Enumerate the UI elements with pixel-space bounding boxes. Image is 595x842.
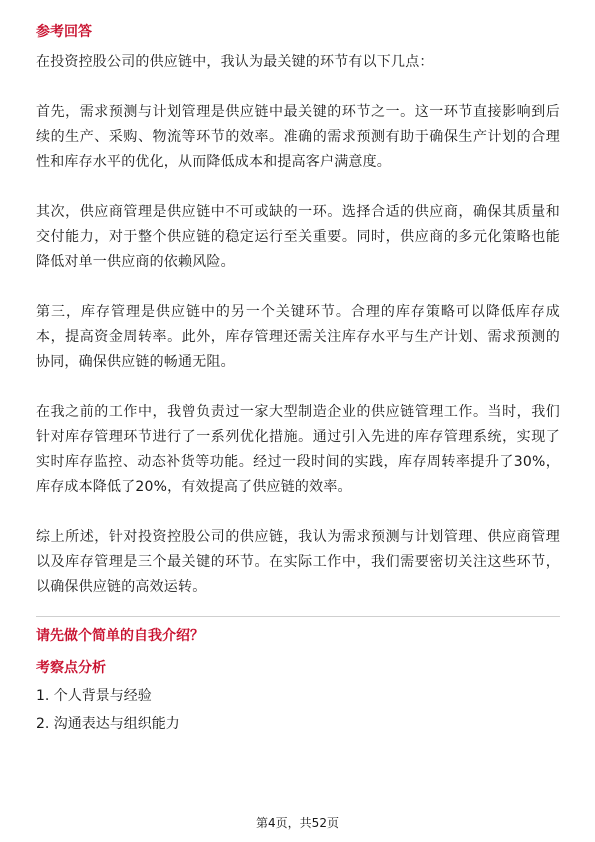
answer-paragraph-third: 第三，库存管理是供应链中的另一个关键环节。合理的库存策略可以降低库存成本，提高资金周转率。此外，库存管理还需关注库存水平与生产计划、需求预测的协同，确保供应链的畅通无阻。: [36, 304, 560, 370]
answer-paragraph-summary: 综上所述，针对投资控股公司的供应链，我认为需求预测与计划管理、供应商管理以及库存管理是三个最关键的环节。在实际工作中，我们需要密切关注这些环节，以确保供应链的高效运转。: [36, 529, 560, 595]
answer-paragraph-second: 其次，供应商管理是供应链中不可或缺的一环。选择合适的供应商，确保其质量和交付能力，对于整个供应链的稳定运行至关重要。同时，供应商的多元化策略也能降低对单一供应商的依赖风险。: [36, 204, 560, 270]
page-content: [36, 22, 560, 735]
analysis-point-1: 1. 个人背景与经验: [36, 688, 152, 704]
interview-question: 请先做个简单的自我介绍？: [36, 628, 204, 644]
page-number: 第4页，共52页: [256, 816, 339, 830]
answer-paragraph-intro: 在投资控股公司的供应链中，我认为最关键的环节有以下几点：: [36, 54, 434, 70]
analysis-point-2: 2. 沟通表达与组织能力: [36, 716, 180, 732]
answer-paragraph-first: 首先，需求预测与计划管理是供应链中最关键的环节之一。这一环节直接影响到后续的生产、采购、物流等环节的效率。准确的需求预测有助于确保生产计划的合理性和库存水平的优化，从而降低成本和提高客户满意度。: [36, 104, 560, 170]
reference-answer-heading: 参考回答: [36, 24, 92, 40]
answer-paragraph-experience: 在我之前的工作中，我曾负责过一家大型制造企业的供应链管理工作。当时，我们针对库存管理环节进行了一系列优化措施。通过引入先进的库存管理系统，实现了实时库存监控、动态补货等功能。经过一段时间的实践，库存周转率提升了30%，库存成本降低了20%，有效提高了供应链的效率。: [36, 404, 560, 495]
section-divider: [36, 616, 560, 617]
analysis-heading: 考察点分析: [36, 660, 106, 676]
